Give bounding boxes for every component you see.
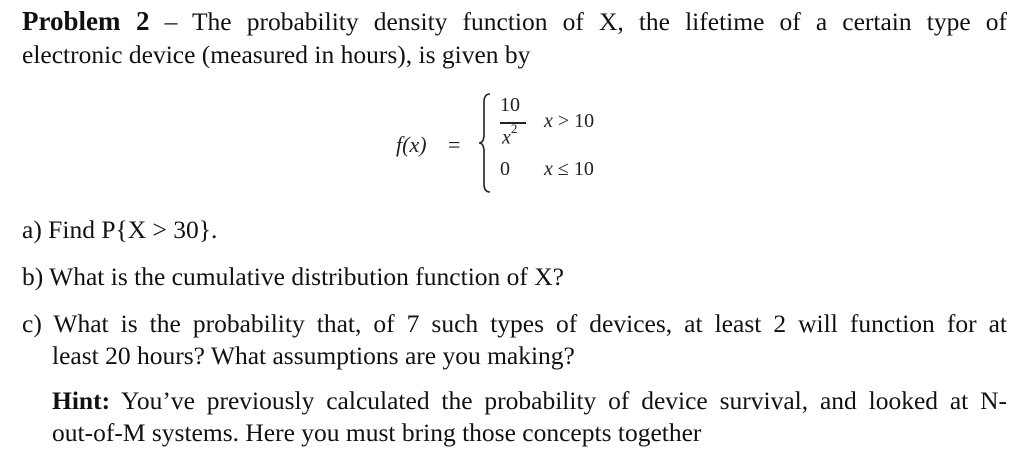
question-c-line2: least 20 hours? What assumptions are you making? bbox=[52, 341, 575, 370]
denominator-exponent: 2 bbox=[510, 121, 518, 136]
case2-threshold: 10 bbox=[573, 158, 594, 180]
problem-label: Problem 2 bbox=[22, 6, 150, 36]
left-brace bbox=[478, 92, 492, 194]
fraction-denominator bbox=[502, 121, 518, 150]
case1-operator: > bbox=[557, 110, 570, 132]
denominator-variable: x bbox=[502, 126, 511, 149]
case2-value: 0 bbox=[500, 158, 510, 180]
case1-condition bbox=[544, 110, 594, 133]
problem-statement-line1 bbox=[22, 4, 1007, 39]
problem-dash: – bbox=[164, 7, 178, 36]
fraction-numerator: 10 bbox=[500, 94, 520, 116]
formula-lhs: f(x) bbox=[396, 132, 427, 157]
pdf-formula bbox=[394, 88, 654, 198]
hint-label: Hint: bbox=[52, 386, 111, 415]
question-a: a) Find P{X > 30}. bbox=[22, 215, 218, 244]
case1-value: 10 bbox=[574, 110, 595, 132]
question-b: b) What is the cumulative distribution function of X? bbox=[22, 262, 564, 291]
problem-statement-line2: electronic device (measured in hours), is given by bbox=[22, 40, 531, 69]
hint-line2: out-of-M systems. Here you must bring those concepts together bbox=[52, 418, 702, 447]
case2-variable: x bbox=[544, 158, 553, 180]
problem-intro-line1: The probability density function of X, the lifetime of a certain type of bbox=[191, 7, 1007, 36]
hint-line1 bbox=[52, 385, 1007, 417]
hint-text-line1: You’ve previously calculated the probability of device survival, and looked at N- bbox=[120, 386, 1007, 415]
question-c-line1: c) What is the probability that, of 7 such types of devices, at least 2 will function for at bbox=[22, 309, 1007, 338]
case2-condition bbox=[544, 158, 594, 181]
case2-operator: ≤ bbox=[557, 158, 569, 180]
case1-variable: x bbox=[544, 110, 553, 132]
formula-equals: = bbox=[448, 132, 461, 157]
